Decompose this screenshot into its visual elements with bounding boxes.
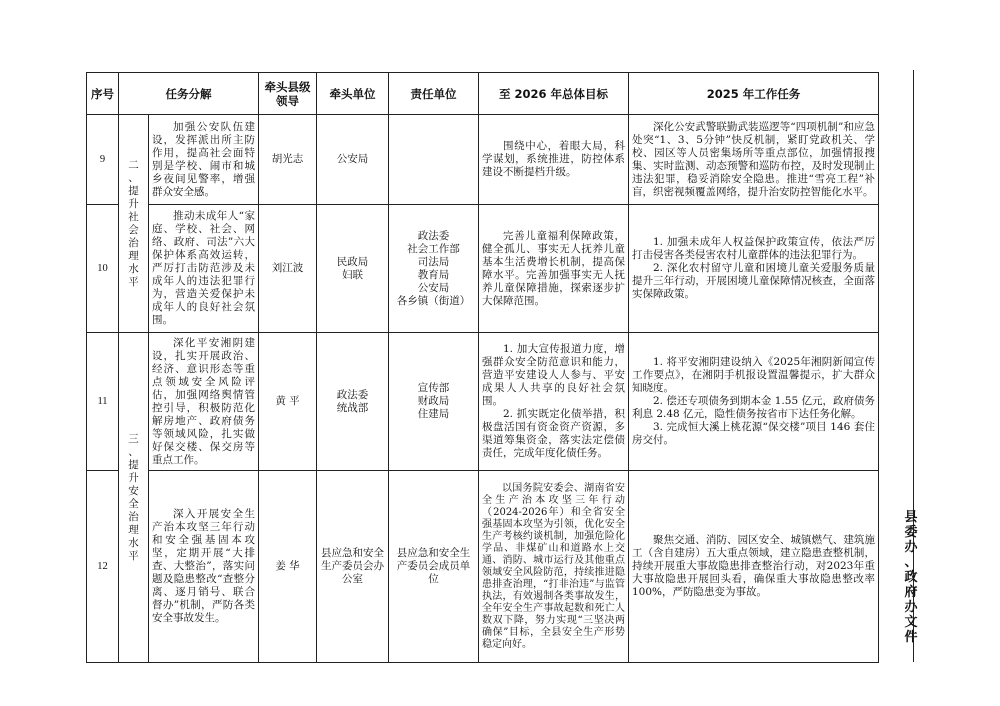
- lead-unit-line: 妇联: [342, 268, 363, 281]
- header-task: 任务分解: [119, 73, 259, 115]
- resp-unit-cell: 县应急和安全生产委员会成员单位: [389, 471, 479, 663]
- goal-item: 2. 抓实既定化债举措，积极盘活国有资金资产资源，多渠道筹集资金，落实法定偿债责任，完成年度化债任务。: [482, 408, 625, 459]
- header-seq: 序号: [87, 73, 119, 115]
- row-number: 9: [87, 115, 119, 205]
- lead-unit-line: 统战部: [336, 401, 369, 414]
- row-number: 11: [87, 333, 119, 471]
- tasks-cell: 深化公安武警联勤武装巡逻等“四项机制”和应急处突“1、3、5分钟”快反机制，紧盯党政机关、学校、园区等人员密集场所等重点部位，加强情报搜集、实时监测、动态预警和巡防布控，及时发现制止违法犯罪，稳妥消除安全隐患。推进“雪亮工程”补盲，织密视频覆盖网络，提升治安防控智能化水平。: [629, 115, 879, 205]
- table-row: [87, 205, 879, 333]
- task-cell: 深化平安湘阴建设，扎实开展政治、经济、意识形态等重点领域安全风险评估，加强网络舆情管控引导，积极防范化解房地产、政府债务等领域风险，扎实做好保交楼、保交房等重点工作。: [149, 333, 259, 471]
- tasks-cell: 聚焦交通、消防、园区安全、城镇燃气、建筑施工（含自建房）五大重点领域，建立隐患查整机制，持续开展重大事故隐患排查整治行动，对2023年重大事故隐患开展回头看，确保重大事故隐患整改率100%，严防隐患变为事故。: [629, 471, 879, 663]
- header-goal-2026: 至 2026 年总体目标: [479, 73, 629, 115]
- resp-unit-line: 各乡镇（街道）: [396, 294, 471, 307]
- header-resp-unit: 责任单位: [389, 73, 479, 115]
- tasks-cell: [629, 333, 879, 471]
- resp-unit-line: 教育局: [417, 268, 450, 281]
- task-item: 2. 偿还专项债务到期本金 1.55 亿元，政府债务利息 2.48 亿元，隐性债务按省市下达任务化解。: [632, 395, 875, 420]
- leader-cell: 刘江波: [259, 205, 317, 333]
- leader-cell: 胡光志: [259, 115, 317, 205]
- lead-unit-cell: 县应急和安全生产委员会办公室: [317, 471, 389, 663]
- goal-cell: 围绕中心，着眼大局，科学谋划，系统推进，防控体系建设不断提档升级。: [479, 115, 629, 205]
- task-item: 3. 完成恒大溪上桃花源“保交楼”项目 146 套住房交付。: [632, 421, 875, 446]
- lead-unit-cell: 公安局: [317, 115, 389, 205]
- task-cell: 深入开展安全生产治本攻坚三年行动和安全强基固本攻坚，定期开展“大排查、大整治”，落实问题及隐患整改“查整分离、逐月销号、联合督办”机制，严防各类安全事故发生。: [149, 471, 259, 663]
- lead-unit-cell: [317, 333, 389, 471]
- goal-cell: 以国务院安委会、湖南省安全生产治本攻坚三年行动（2024-2026年）和全省安全强基固本攻坚为引领，优化安全生产考核约谈机制，加强危险化学品、非煤矿山和道路水上交通、消防、城市运行及其他重点领域安全风险防范，持续推进隐患排查治理，“打非治违”与监管执法，有效遏制各类事故发生，全年安全生产事故起数和死亡人数双下降，努力实现“三坚决两确保”目标，全县安全生产形势稳定向好。: [479, 471, 629, 663]
- header-lead-unit: 牵头单位: [317, 73, 389, 115]
- goal-cell: 完善儿童福利保障政策，健全孤儿、事实无人抚养儿童基本生活费增长机制，提高保障水平。完善加强事实无人抚养儿童保障措施，探索逐步扩大保障范围。: [479, 205, 629, 333]
- header-lead-leader: 牵头县级领导: [259, 73, 317, 115]
- lead-unit-line: 政法委: [336, 388, 369, 401]
- lead-unit-line: 民政局: [336, 255, 369, 268]
- resp-unit-line: 公安局: [417, 281, 450, 294]
- resp-unit-line: 司法局: [417, 255, 450, 268]
- resp-unit-line: 宣传部: [417, 382, 450, 394]
- resp-unit-cell: [389, 333, 479, 471]
- task-item: 1. 加强未成年人权益保护政策宣传，依法严厉打击侵害各类侵害农村儿童群体的违法犯罪行为。: [632, 236, 875, 261]
- resp-unit-line: 社会工作部: [407, 242, 460, 255]
- leader-cell: 姜 华: [259, 471, 317, 663]
- resp-unit-cell: [389, 205, 479, 333]
- category-cell: 三 、 提 升 安 全 治 理 水 平: [119, 333, 149, 663]
- task-cell: 加强公安队伍建设，发挥派出所主防作用，提高社会面特别是学校、闹市和城乡夜间见警率，增强群众安全感。: [149, 115, 259, 205]
- resp-unit-cell: [389, 115, 479, 205]
- resp-unit-line: 住建局: [417, 408, 450, 420]
- row-number: 10: [87, 205, 119, 333]
- task-cell: 推动未成年人“家庭、学校、社会、网络、政府、司法”六大保护体系高效运转，严厉打击防范涉及未成年人的违法犯罪行为，营造关爱保护未成年人的良好社会氛围。: [149, 205, 259, 333]
- table-row: [87, 471, 879, 663]
- sidebar-label: 县 委 办 、 政 府 办 文 件: [904, 510, 918, 645]
- resp-unit-line: 政法委: [417, 229, 450, 242]
- goal-cell: [479, 333, 629, 471]
- table-row: [87, 333, 879, 471]
- task-item: 1. 将平安湘阴建设纳入《2025年湘阴新闻宣传工作要点》，在湘阴手机报设置温馨提示，扩大群众知晓度。: [632, 356, 875, 394]
- lead-unit-cell: [317, 205, 389, 333]
- tasks-cell: [629, 205, 879, 333]
- task-table: [86, 72, 879, 663]
- category-cell: 二 、 提 升 社 会 治 理 水 平: [119, 115, 149, 333]
- row-number: 12: [87, 471, 119, 663]
- table-row: [87, 115, 879, 205]
- header-tasks-2025: 2025 年工作任务: [629, 73, 879, 115]
- leader-cell: 黄 平: [259, 333, 317, 471]
- goal-item: 1. 加大宣传报道力度，增强群众安全防范意识和能力，营造平安建设人人参与、平安成果人人共享的良好社会氛围。: [482, 343, 625, 407]
- task-item: 2. 深化农村留守儿童和困境儿童关爱服务质量提升三年行动，开展困境儿童保障情况核查，全面落实保障政策。: [632, 262, 875, 300]
- resp-unit-line: 财政局: [417, 395, 450, 407]
- header-row: [87, 73, 879, 115]
